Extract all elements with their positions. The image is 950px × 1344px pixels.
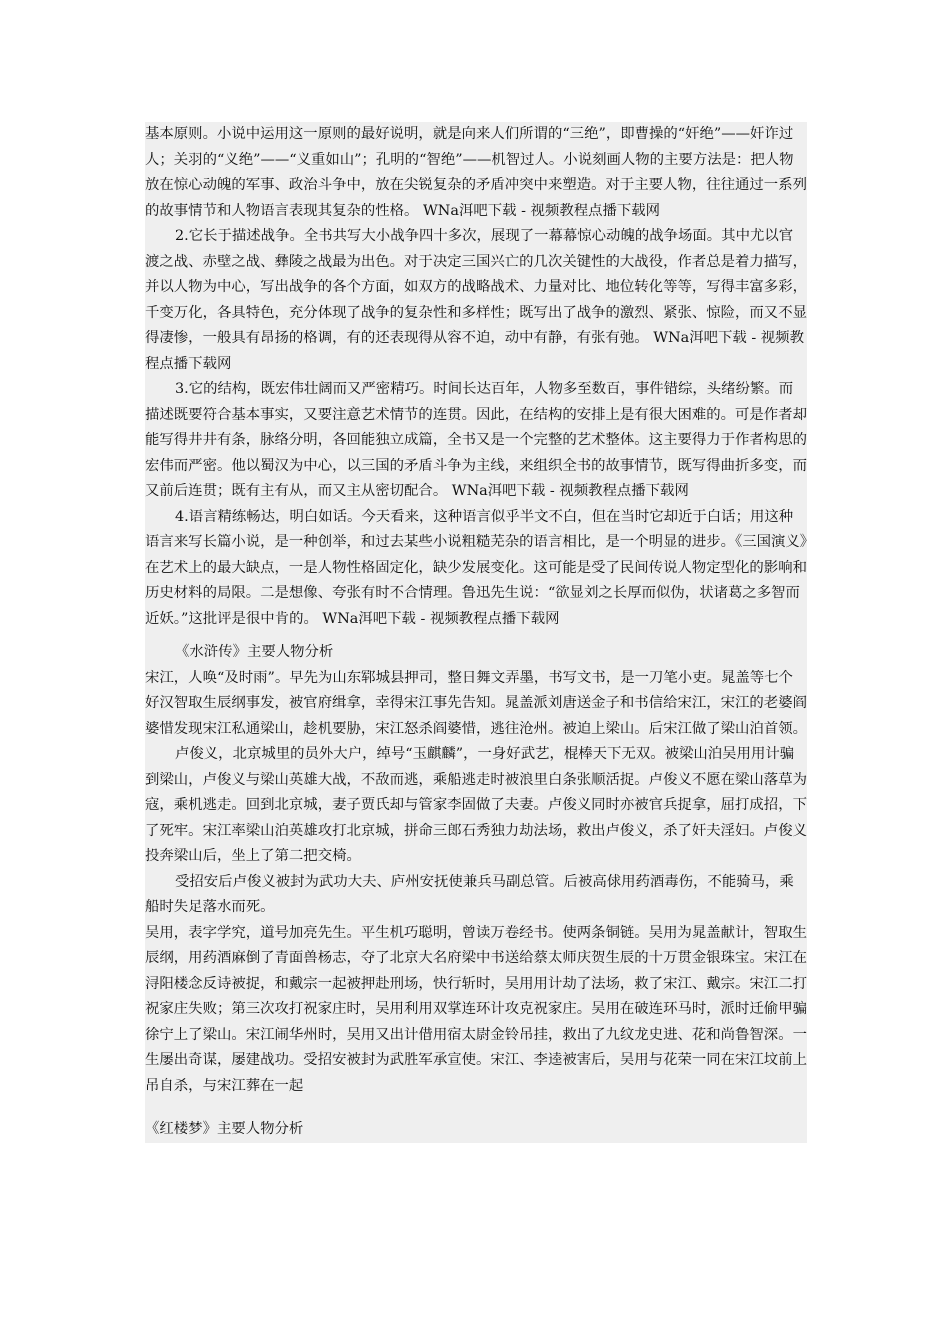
heading-shuihu: 《水浒传》主要人物分析 bbox=[175, 644, 334, 660]
paragraph-structure: 3.它的结构，既宏伟壮阔而又严密精巧。时间长达百年，人物多至数百，事件错综，头绪纷繁。而描述既要符合基本事实，又要注意艺术情节的连贯。因此，在结构的安排上是有很大困难的。可是作者却能写得井井有条，脉络分明，各回能独立成篇，全书又是一个完整的艺术整体。这主要得力于作者构思的宏伟而严密。他以蜀汉为中心，以三国的矛盾斗争为主线，来组织全书的故事情节，既写得曲折多变，而又前后连贯；既有主有从，而又主从密切配合。 WNa洱吧下载 - 视频教程点播下载网 bbox=[145, 381, 807, 499]
paragraph-characters: 基本原则。小说中运用这一原则的最好说明，就是向来人们所谓的“三绝”，即曹操的“奸绝”——奸诈过人；关羽的“义绝”——“义重如山”；孔明的“智绝”——机智过人。小说刻画人物的主要方法是：把人物放在惊心动魄的军事、政治斗争中，放在尖锐复杂的矛盾冲突中来塑造。对于主要人物，往往通过一系列的故事情节和人物语言表现其复杂的性格。 WNa洱吧下载 - 视频教程点播下载网 bbox=[145, 126, 807, 219]
paragraph-songjiang: 宋江，人唤“及时雨”。早先为山东郓城县押司，整日舞文弄墨，书写文书，是一刀笔小吏。晁盖等七个好汉智取生辰纲事发，被官府缉拿，幸得宋江事先告知。晁盖派刘唐送金子和书信给宋江，宋江的老婆阎婆惜发现宋江私通梁山，趁机要胁，宋江怒杀阎婆惜，逃往沧州。被迫上梁山。后宋江做了梁山泊首领。 bbox=[145, 669, 807, 737]
heading-honglou: 《红楼梦》主要人物分析 bbox=[145, 1121, 304, 1137]
document-body bbox=[145, 122, 807, 1143]
paragraph-lujunyi-death: 受招安后卢俊义被封为武功大夫、庐州安抚使兼兵马副总管。后被高俅用药酒毒伤，不能骑马，乘船时失足落水而死。 bbox=[145, 873, 794, 915]
paragraph-language: 4.语言精练畅达，明白如话。今天看来，这种语言似乎半文不白，但在当时它却近于白话；用这种语言来写长篇小说，是一种创举，和过去某些小说粗糙芜杂的语言相比，是一个明显的进步。《三国演义》在艺术上的最大缺点，一是人物性格固定化，缺少发展变化。这可能是受了民间传说人物定型化的影响和历史材料的局限。二是想像、夸张有时不合情理。鲁迅先生说：“欲显刘之长厚而似伪，状诸葛之多智而近妖。”这批评是很中肯的。 WNa洱吧下载 - 视频教程点播下载网 bbox=[145, 508, 807, 627]
spacer bbox=[145, 632, 807, 640]
paragraph-war: 2.它长于描述战争。全书共写大小战争四十多次，展现了一幕幕惊心动魄的战争场面。其中尤以官渡之战、赤壁之战、彝陵之战最为出色。对于决定三国兴亡的几次关键性的大战役，作者总是着力描写，并以人物为中心，写出战争的各个方面，如双方的战略战术、力量对比、地位转化等等，写得丰富多彩，千变万化，各具特色，充分体现了战争的复杂性和多样性；既写出了战争的激烈、紧张、惊险，而又不显得凄惨，一般具有昂扬的格调，有的还表现得从容不迫，动中有静，有张有弛。 WNa洱吧下载 - 视频教程点播下载网 bbox=[145, 228, 807, 372]
spacer bbox=[145, 1099, 807, 1117]
paragraph-lujunyi: 卢俊义，北京城里的员外大户，绰号“玉麒麟”，一身好武艺，棍棒天下无双。被梁山泊吴用用计骗到梁山，卢俊义与梁山英雄大战，不敌而逃，乘船逃走时被浪里白条张顺活捉。卢俊义不愿在梁山落草为寇，乘机逃走。回到北京城，妻子贾氏却与管家李固做了夫妻。卢俊义同时亦被官兵捉拿，屈打成招，下了死牢。宋江率梁山泊英雄攻打北京城，拼命三郎石秀独力劫法场，救出卢俊义，杀了奸夫淫妇。卢俊义投奔梁山后，坐上了第二把交椅。 bbox=[145, 746, 807, 864]
paragraph-wuyong: 吴用，表字学究，道号加亮先生。平生机巧聪明，曾读万卷经书。使两条铜链。吴用为晁盖献计，智取生辰纲，用药酒麻倒了青面兽杨志，夺了北京大名府梁中书送给蔡太师庆贺生辰的十万贯金银珠宝。宋江在浔阳楼念反诗被捉，和戴宗一起被押赴刑场，快行斩时，吴用用计劫了法场，救了宋江、戴宗。宋江二打祝家庄失败；第三次攻打祝家庄时，吴用利用双掌连环计攻克祝家庄。吴用在破连环马时，派时迁偷甲骗徐宁上了梁山。宋江闹华州时，吴用又出计借用宿太尉金铃吊挂，救出了九纹龙史进、花和尚鲁智深。一生屡出奇谋，屡建战功。受招安被封为武胜军承宣使。宋江、李逵被害后，吴用与花荣一同在宋江坟前上吊自杀，与宋江葬在一起 bbox=[145, 924, 807, 1094]
